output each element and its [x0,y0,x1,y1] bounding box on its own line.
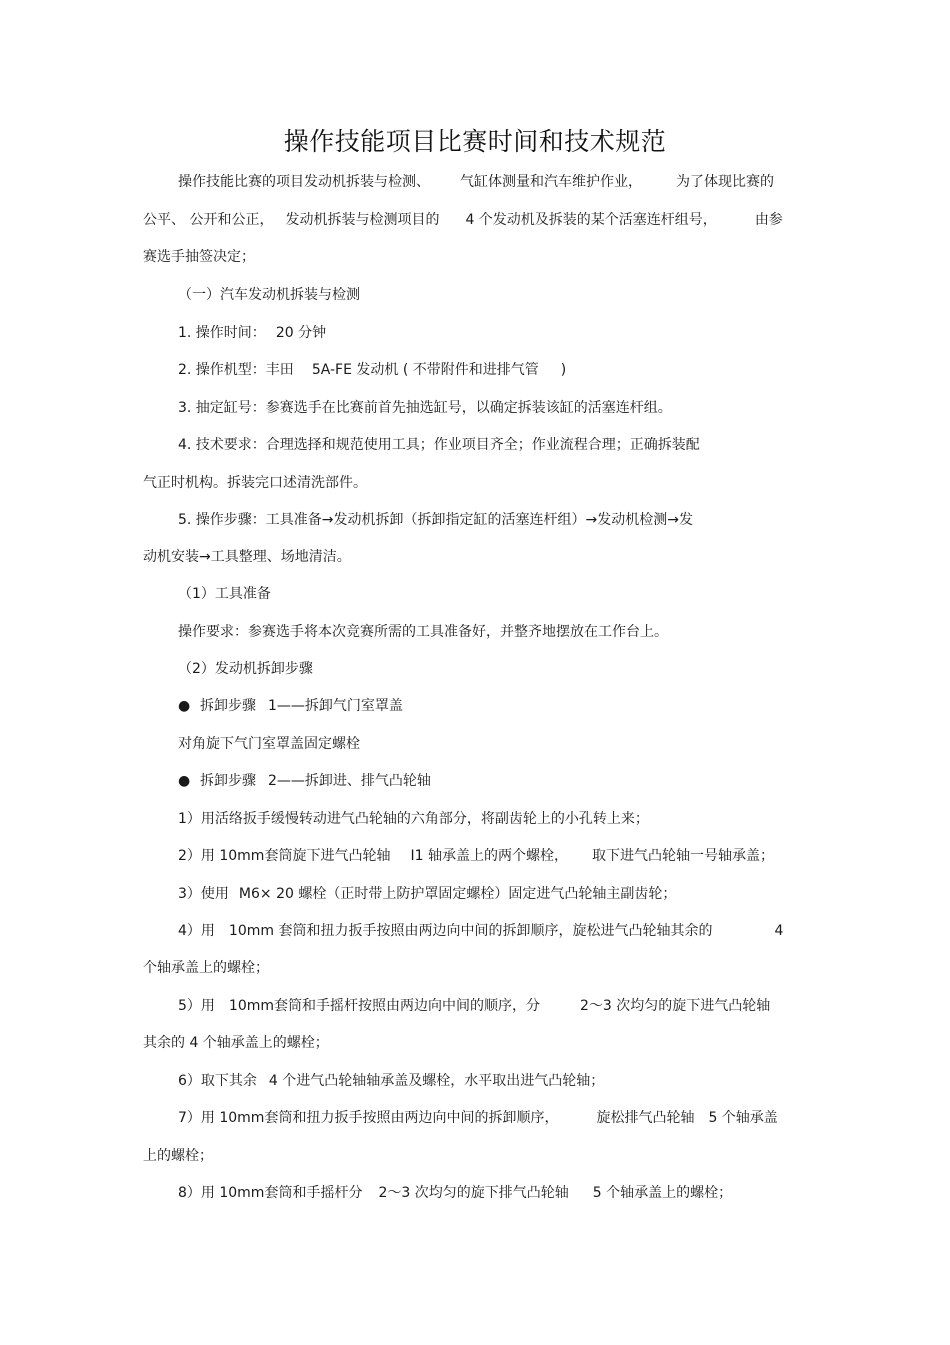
substep-text: 10mm套筒和手摇杆按照由两边向中间的顺序，分 [228,998,541,1014]
document-title: 操作技能项目比赛时间和技术规范 [283,127,667,156]
substep-text: 取下进气凸轮轴一号轴承盖； [591,848,774,864]
intro-text: 气缸体测量和汽车维护作业， [460,174,642,190]
sub-heading-disassembly: （2）发动机拆卸步骤 [178,661,313,677]
substep-text: 4 个进气凸轮轴轴承盖及螺栓，水平取出进气凸轮轴； [268,1073,605,1089]
item-label: 2. 操作机型：丰田 [178,362,294,378]
item-steps-1: 5. 操作步骤：工具准备→发动机拆卸（拆卸指定缸的活塞连杆组）→发动机检测→发 [178,512,693,528]
substep-8 [178,1184,732,1202]
bullet-icon: ● [178,773,191,789]
substep-text: 4）用 [178,923,215,939]
substep-text: 5）用 [178,998,215,1014]
item-cylinder-draw: 3. 抽定缸号：参赛选手在比赛前首先抽选缸号，以确定拆装该缸的活塞连杆组。 [178,400,672,416]
item-value: ) [560,362,567,378]
substep-4-line-2: 个轴承盖上的螺栓； [143,960,269,976]
intro-text: 操作技能比赛的项目发动机拆装与检测、 [178,174,430,190]
bullet-icon: ● [178,698,191,714]
step-label: 拆卸步骤 [200,698,256,714]
item-value: 5A-FE 发动机 ( 不带附件和进排气管 [311,362,539,378]
item-engine-model [178,361,566,379]
step-2-heading [178,772,431,790]
substep-7-line-1 [178,1109,778,1127]
substep-text: I1 轴承盖上的两个螺栓， [410,848,568,864]
intro-line-2 [143,211,783,229]
substep-text: 2～3 次均匀的旋下排气凸轮轴 [378,1185,569,1201]
substep-7-line-2: 上的螺栓； [143,1148,213,1164]
substep-2 [178,847,774,865]
step-title: 1——拆卸气门室罩盖 [268,698,403,714]
intro-text: 公平、 公开和公正， [143,212,274,228]
intro-text: 由参 [754,212,783,228]
substep-text: 10mm 套筒和扭力扳手按照由两边向中间的拆卸顺序，旋松进气凸轮轴其余的 [228,923,713,939]
substep-text: 3）使用 [178,886,229,902]
item-tech-req-1: 4. 技术要求：合理选择和规范使用工具；作业项目齐全；作业流程合理；正确拆装配 [178,437,700,453]
item-operation-time [178,324,326,342]
substep-text: 5 个轴承盖 [708,1110,778,1126]
intro-text: 发动机拆装与检测项目的 [285,212,440,228]
tools-requirement: 操作要求：参赛选手将本次竞赛所需的工具准备好，并整齐地摆放在工作台上。 [178,624,668,640]
intro-line-3: 赛选手抽签决定； [143,249,255,265]
substep-3 [178,885,676,903]
substep-6 [178,1072,604,1090]
substep-5-line-2: 其余的 4 个轴承盖上的螺栓； [143,1035,329,1051]
substep-text: 6）取下其余 [178,1073,257,1089]
item-steps-2: 动机安装→工具整理、场地清洁。 [143,549,351,565]
step-label: 拆卸步骤 [200,773,256,789]
substep-text: 旋松排气凸轮轴 [596,1110,695,1126]
substep-text: 7）用 10mm套筒和扭力扳手按照由两边向中间的拆卸顺序， [178,1110,559,1126]
intro-text: 为了体现比赛的 [676,174,774,190]
substep-text: 2～3 次均匀的旋下进气凸轮轴 [580,998,771,1014]
substep-text: M6× 20 螺栓（正时带上防护罩固定螺栓）固定进气凸轮轴主副齿轮； [238,886,677,902]
substep-text: 2）用 10mm套筒旋下进气凸轮轴 [178,848,391,864]
item-value: 20 分钟 [275,325,327,341]
substep-5-line-1 [178,997,770,1015]
section-heading: （一）汽车发动机拆装与检测 [178,287,360,303]
substep-text: 5 个轴承盖上的螺栓； [592,1185,733,1201]
item-label: 1. 操作时间： [178,325,266,341]
substep-4-line-1 [178,922,783,940]
step-title: 2——拆卸进、排气凸轮轴 [268,773,431,789]
substep-text: 4 [774,923,784,939]
substep-text: 8）用 10mm套筒和手摇杆分 [178,1185,363,1201]
item-tech-req-2: 气正时机构。拆装完口述清洗部件。 [143,475,367,491]
step-1-desc: 对角旋下气门室罩盖固定螺栓 [178,736,360,752]
substep-1: 1）用活络扳手缓慢转动进气凸轮轴的六角部分，将副齿轮上的小孔转上来； [178,811,649,827]
sub-heading-tools: （1）工具准备 [178,586,271,602]
intro-text: 4 个发动机及拆装的某个活塞连杆组号， [465,212,717,228]
intro-line-1 [178,173,774,191]
step-1-heading [178,697,403,715]
